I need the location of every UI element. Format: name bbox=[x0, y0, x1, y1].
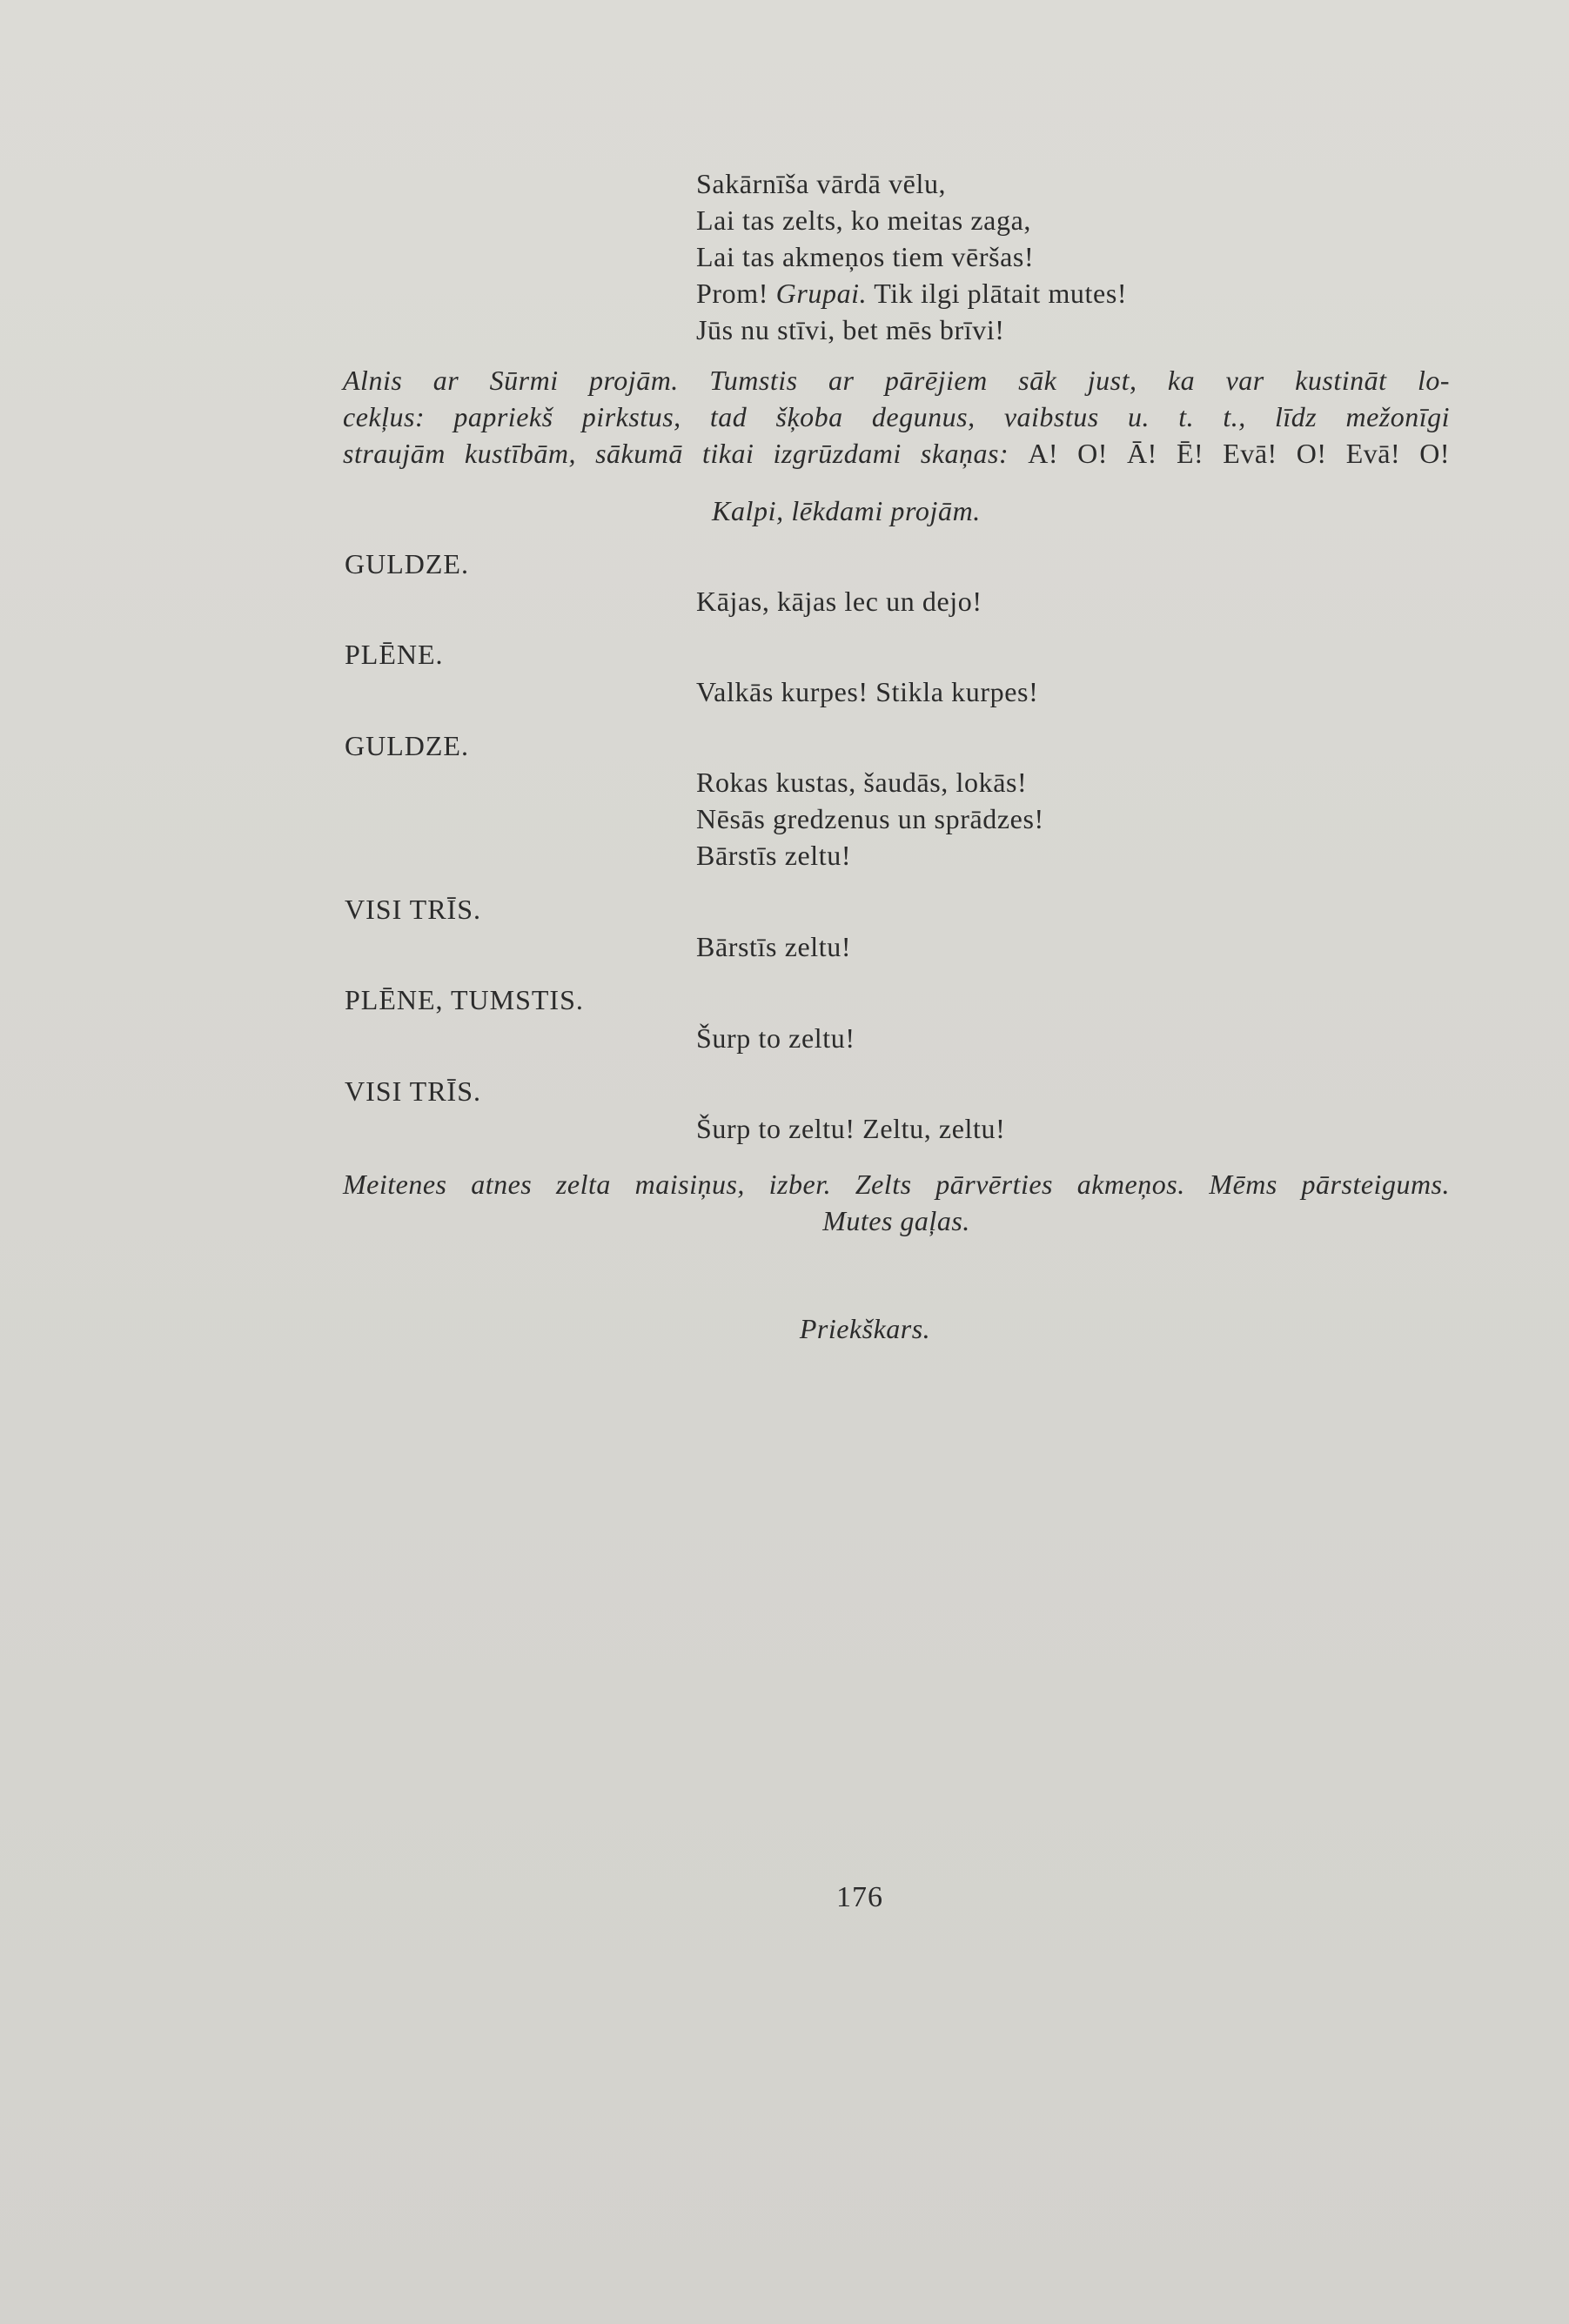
verse-line-4 bbox=[696, 275, 1127, 311]
stage-direction-2: Kalpi, lēkdami projām. bbox=[712, 495, 981, 526]
stage-direction-1-line-3 bbox=[343, 435, 1450, 472]
verse-line-5: Jūs nu stīvi, bet mēs brīvi! bbox=[696, 314, 1005, 345]
verse-line-4-start: Prom! bbox=[696, 278, 776, 309]
dialogue-line: Šurp to zeltu! bbox=[696, 1022, 855, 1054]
speaker-guldze-1: GULDZE. bbox=[345, 548, 469, 579]
verse-line-3: Lai tas akmeņos tiem vēršas! bbox=[696, 241, 1035, 272]
speaker-plene-tumstis: PLĒNE, TUMSTIS. bbox=[345, 984, 584, 1015]
verse-line-1: Sakārnīša vārdā vēlu, bbox=[696, 168, 947, 199]
verse-line-4-direction: Grupai. bbox=[775, 278, 868, 309]
stage-direction-3-line-1: Meitenes atnes zelta maisiņus, izber. Zelts pārvērties akmeņos. Mēms pārsteigums. bbox=[343, 1169, 1450, 1200]
page-number: 176 bbox=[836, 1881, 883, 1913]
dialogue-line: Bārstīs zeltu! bbox=[696, 840, 852, 871]
speaker-visi-tris-2: VISI TRĪS. bbox=[345, 1075, 481, 1107]
stage-direction-1-line-3-sounds: A! O! Ā! Ē! Evā! O! Evā! O! bbox=[1028, 438, 1451, 469]
dialogue-line: Kājas, kājas lec un dejo! bbox=[696, 586, 982, 617]
stage-direction-1-line-3-italic: straujām kustībām, sākumā tikai izgrūzdami skaņas: bbox=[343, 438, 1029, 469]
speaker-visi-tris-1: VISI TRĪS. bbox=[345, 894, 481, 925]
stage-direction-1-line-2: cekļus: papriekš pirkstus, tad šķoba degunus, vaibstus u. t. t., līdz mežonīgi bbox=[343, 401, 1450, 432]
verse-line-2: Lai tas zelts, ko meitas zaga, bbox=[696, 204, 1031, 236]
curtain-direction: Priekškars. bbox=[799, 1313, 931, 1344]
dialogue-line: Nēsās gredzenus un sprādzes! bbox=[696, 803, 1044, 834]
stage-direction-1-line-1: Alnis ar Sūrmi projām. Tumstis ar pārējiem sāk just, ka var kustināt lo- bbox=[343, 365, 1450, 396]
dialogue-line: Rokas kustas, šaudās, lokās! bbox=[696, 767, 1028, 798]
speaker-plene-1: PLĒNE. bbox=[345, 639, 444, 670]
verse-line-4-end: Tik ilgi plātait mutes! bbox=[867, 278, 1128, 309]
dialogue-line: Šurp to zeltu! Zeltu, zeltu! bbox=[696, 1113, 1006, 1144]
dialogue-line: Valkās kurpes! Stikla kurpes! bbox=[696, 676, 1039, 707]
dialogue-line: Bārstīs zeltu! bbox=[696, 931, 852, 962]
speaker-guldze-2: GULDZE. bbox=[345, 730, 469, 761]
stage-direction-3-line-2: Mutes gaļas. bbox=[822, 1205, 970, 1236]
